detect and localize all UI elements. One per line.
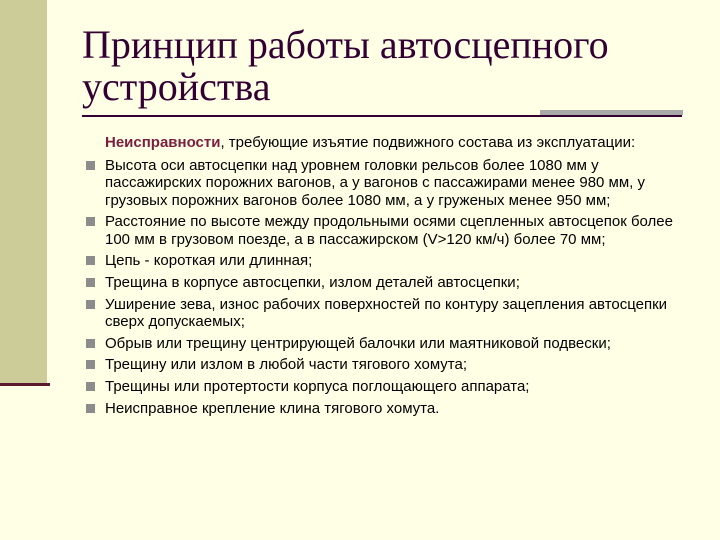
- list-item: [86, 296, 686, 330]
- square-bullet-icon: [86, 382, 95, 391]
- square-bullet-icon: [86, 300, 95, 309]
- intro-highlight: Неисправности: [105, 134, 221, 151]
- list-item-text: Неисправное крепление клина тягового хомута.: [105, 399, 440, 417]
- square-bullet-icon: [86, 339, 95, 348]
- list-item: [86, 252, 686, 269]
- list-item-text: Трещина в корпусе автосцепки, излом деталей автосцепки;: [105, 273, 520, 291]
- square-bullet-icon: [86, 256, 95, 265]
- list-item: [86, 335, 686, 352]
- list-item-text: Трещину или излом в любой части тягового хомута;: [105, 356, 468, 374]
- list-item: [86, 157, 686, 209]
- list-item: [86, 274, 686, 291]
- title-divider-accent: [540, 110, 683, 115]
- intro-text: , требующие изъятие подвижного состава из эксплуатации:: [220, 134, 636, 151]
- slide-title: Принцип работы автосцепного устройства: [82, 22, 609, 109]
- slide-body: [86, 134, 686, 421]
- square-bullet-icon: [86, 278, 95, 287]
- side-bar-underline: [0, 383, 50, 386]
- list-item: [86, 378, 686, 395]
- square-bullet-icon: [86, 360, 95, 369]
- list-item: [86, 356, 686, 373]
- intro-paragraph: [105, 134, 686, 151]
- square-bullet-icon: [86, 217, 95, 226]
- list-item-text: Высота оси автосцепки над уровнем головки рельсов более 1080 мм у пассажирских порожних вагонов, а у вагонов с пассажирами менее 980 мм, у грузовых порожних вагонов более 1080 мм, а у груженых менее 950 мм;: [105, 157, 646, 209]
- decorative-side-bar: [0, 0, 47, 383]
- list-item-text: Трещины или протертости корпуса поглощающего аппарата;: [105, 377, 530, 395]
- square-bullet-icon: [86, 161, 95, 170]
- title-divider: [82, 115, 682, 117]
- list-item: [86, 400, 686, 417]
- list-item-text: Цепь - короткая или длинная;: [105, 252, 313, 270]
- list-item: [86, 213, 686, 247]
- list-item-text: Уширение зева, износ рабочих поверхностей по контуру зацепления автосцепки сверх допускаемых;: [105, 295, 668, 330]
- list-item-text: Расстояние по высоте между продольными осями сцепленных автосцепок более 100 мм в грузовом поезде, а в пассажирском (V>120 км/ч) более 70 мм;: [105, 213, 673, 248]
- list-item-text: Обрыв или трещину центрирующей балочки или маятниковой подвески;: [105, 334, 611, 352]
- malfunction-list: [86, 157, 686, 417]
- square-bullet-icon: [86, 404, 95, 413]
